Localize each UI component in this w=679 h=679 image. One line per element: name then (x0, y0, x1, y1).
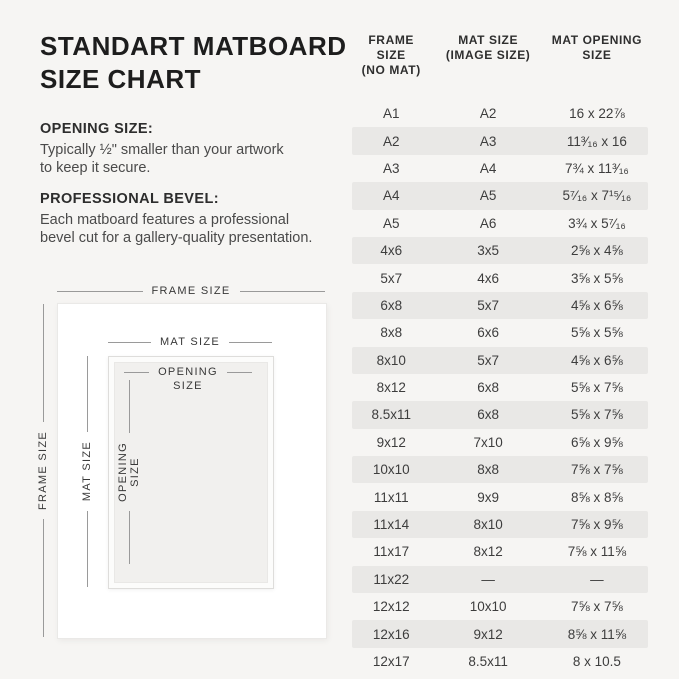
opening-size-vertical-label-text (117, 442, 141, 502)
frame-size-cell: 8x12 (376, 380, 406, 396)
size-table-body (352, 100, 648, 675)
frame-size-cell: 8x10 (376, 352, 406, 368)
column-header-mat-size-line-2: (IMAGE SIZE) (445, 48, 531, 62)
mat-opening-cell: 4⅝ x 6⅝ (571, 352, 623, 368)
frame-size-cell: 8x8 (380, 325, 403, 341)
mat-size-cell: 6x8 (477, 407, 500, 423)
mat-opening-cell: 6⅝ x 9⅝ (571, 434, 623, 450)
table-row (352, 292, 648, 319)
mat-opening-cell: 7⅝ x 9⅝ (571, 517, 623, 533)
frame-size-cell: 8.5x11 (371, 407, 411, 423)
frame-size-cell: 6x8 (380, 297, 403, 313)
mat-size-cell: 8x12 (473, 544, 503, 560)
mat-opening-cell: — (590, 571, 604, 587)
table-row (352, 374, 648, 401)
column-header-mat-size-line-1: MAT SIZE (458, 33, 519, 47)
label-line (108, 342, 151, 343)
table-row (352, 155, 648, 182)
mat-size-cell: 8.5x11 (468, 654, 508, 669)
page-title (40, 30, 347, 96)
opening-size-vertical-line-2: SIZE (129, 457, 141, 487)
mat-opening-cell: 5⅝ x 5⅝ (571, 325, 623, 341)
mat-size-cell: 3x5 (477, 243, 500, 259)
size-table (352, 33, 648, 675)
mat-opening-cell: 7⅝ x 11⅝ (567, 544, 627, 560)
mat-opening-cell: 2⅝ x 4⅝ (571, 243, 623, 259)
frame-size-cell: 11x14 (373, 517, 410, 533)
mat-size-vertical-label (78, 356, 96, 587)
mat-size-cell: A6 (479, 215, 497, 231)
label-line (87, 511, 88, 587)
label-line (43, 304, 44, 422)
frame-size-cell: 11x22 (373, 571, 410, 587)
label-line (129, 511, 130, 564)
mat-opening-cell: 11³⁄₁₆ x 16 (566, 133, 627, 149)
table-row (352, 210, 648, 237)
mat-size-horizontal-label-text: MAT SIZE (159, 336, 221, 348)
opening-size-horizontal-line-2: SIZE (173, 380, 203, 392)
table-row (352, 264, 648, 291)
mat-opening-cell: 5⅝ x 7⅝ (571, 407, 623, 423)
size-table-header (352, 33, 648, 78)
label-line (240, 291, 326, 292)
column-header-mat-opening-line-1: MAT OPENING (551, 33, 643, 47)
frame-size-cell: A4 (382, 188, 400, 204)
opening-size-section (40, 121, 340, 177)
opening-size-vertical-label (114, 380, 144, 564)
column-header-mat-opening-line-2: SIZE (582, 48, 612, 62)
frame-size-cell: 11x17 (373, 544, 410, 560)
opening-size-vertical-line-1: OPENING (117, 442, 129, 502)
frame-size-horizontal-label (57, 284, 325, 298)
opening-size-heading: OPENING SIZE: (40, 121, 154, 137)
mat-size-cell: 4x6 (477, 270, 500, 286)
table-row (352, 429, 648, 456)
frame-size-cell: 12x17 (372, 654, 410, 669)
frame-size-cell: 10x10 (372, 462, 410, 478)
table-row (352, 401, 648, 428)
mat-size-cell: A5 (479, 188, 497, 204)
professional-bevel-text-line-2: bevel cut for a gallery-quality presentation. (40, 229, 313, 246)
mat-opening-cell: 7¾ x 11³⁄₁₆ (565, 160, 629, 176)
frame-size-cell: 5x7 (380, 270, 403, 286)
mat-size-horizontal-label (108, 335, 272, 349)
mat-size-cell: A3 (479, 133, 497, 149)
mat-size-cell: 5x7 (477, 297, 500, 313)
mat-size-vertical-label-text: MAT SIZE (81, 441, 93, 502)
frame-size-cell: A3 (382, 160, 400, 176)
frame-size-cell: A1 (382, 106, 400, 122)
frame-size-cell: 9x12 (376, 434, 406, 450)
label-line (57, 291, 143, 292)
frame-size-cell: 12x12 (372, 599, 410, 615)
mat-size-cell: 8x8 (477, 462, 500, 478)
professional-bevel-section (40, 191, 340, 247)
table-row (352, 538, 648, 565)
table-row (352, 593, 648, 620)
column-header-frame-size-line-2: (NO MAT) (361, 63, 421, 77)
opening-size-horizontal-label-text (158, 365, 218, 393)
mat-size-cell: 7x10 (473, 434, 503, 450)
table-row (352, 566, 648, 593)
table-row (352, 483, 648, 510)
mat-size-cell: 6x8 (477, 380, 500, 396)
table-row (352, 648, 648, 675)
table-row (352, 456, 648, 483)
label-line (124, 372, 149, 373)
label-line (229, 342, 272, 343)
mat-opening-cell: 16 x 22⅞ (569, 106, 625, 122)
label-line (227, 372, 252, 373)
mat-size-cell: 6x6 (477, 325, 500, 341)
frame-size-horizontal-label-text: FRAME SIZE (151, 285, 231, 297)
opening-size-text-line-1: Typically ½" smaller than your artwork (40, 142, 284, 158)
mat-opening-cell: 3⅝ x 5⅝ (571, 270, 623, 286)
frame-size-vertical-label (34, 304, 52, 637)
page-title-line-2: SIZE CHART (40, 64, 201, 94)
mat-opening-cell: 7⅝ x 7⅝ (571, 599, 623, 615)
matboard-diagram (30, 282, 342, 657)
page-title-line-1: STANDART MATBOARD (40, 31, 347, 61)
mat-size-cell: 5x7 (477, 352, 500, 368)
table-row (352, 319, 648, 346)
frame-size-cell: A5 (382, 215, 400, 231)
mat-opening-cell: 4⅝ x 6⅝ (571, 297, 623, 313)
table-row (352, 127, 648, 154)
label-line (43, 519, 44, 637)
mat-opening-cell: 8 x 10.5 (572, 654, 621, 669)
opening-size-text-line-2: to keep it secure. (40, 159, 151, 176)
frame-size-cell: A2 (382, 133, 400, 149)
mat-opening-cell: 3¾ x 5⁷⁄₁₆ (568, 215, 626, 231)
opening-size-horizontal-line-1: OPENING (158, 366, 218, 378)
mat-size-cell: 9x9 (477, 489, 500, 505)
table-row (352, 182, 648, 209)
frame-size-cell: 11x11 (373, 489, 409, 505)
frame-size-vertical-label-text: FRAME SIZE (37, 431, 49, 511)
column-header-mat-opening (546, 33, 648, 78)
professional-bevel-heading: PROFESSIONAL BEVEL: (40, 191, 219, 207)
table-row (352, 620, 648, 647)
table-row (352, 347, 648, 374)
mat-size-cell: 9x12 (473, 626, 503, 642)
mat-size-cell: 10x10 (469, 599, 507, 615)
column-header-mat-size (430, 33, 545, 78)
mat-opening-cell: 8⅝ x 11⅝ (567, 626, 627, 642)
label-line (87, 356, 88, 432)
label-line (129, 380, 130, 433)
table-row (352, 100, 648, 127)
mat-size-cell: — (481, 571, 495, 587)
table-row (352, 511, 648, 538)
mat-size-cell: A2 (479, 106, 497, 122)
frame-size-cell: 4x6 (380, 243, 403, 259)
column-header-frame-size-line-1: FRAME SIZE (368, 33, 415, 62)
mat-opening-cell: 5⅝ x 7⅝ (571, 380, 623, 396)
mat-opening-cell: 7⅝ x 7⅝ (571, 462, 623, 478)
table-row (352, 237, 648, 264)
mat-opening-cell: 8⅝ x 8⅝ (571, 489, 623, 505)
professional-bevel-text-line-1: Each matboard features a professional (40, 212, 290, 228)
mat-size-cell: A4 (479, 160, 497, 176)
column-header-frame-size (352, 33, 430, 78)
frame-size-cell: 12x16 (372, 626, 410, 642)
mat-opening-cell: 5⁷⁄₁₆ x 7¹⁵⁄₁₆ (562, 188, 632, 204)
mat-size-cell: 8x10 (473, 517, 503, 533)
